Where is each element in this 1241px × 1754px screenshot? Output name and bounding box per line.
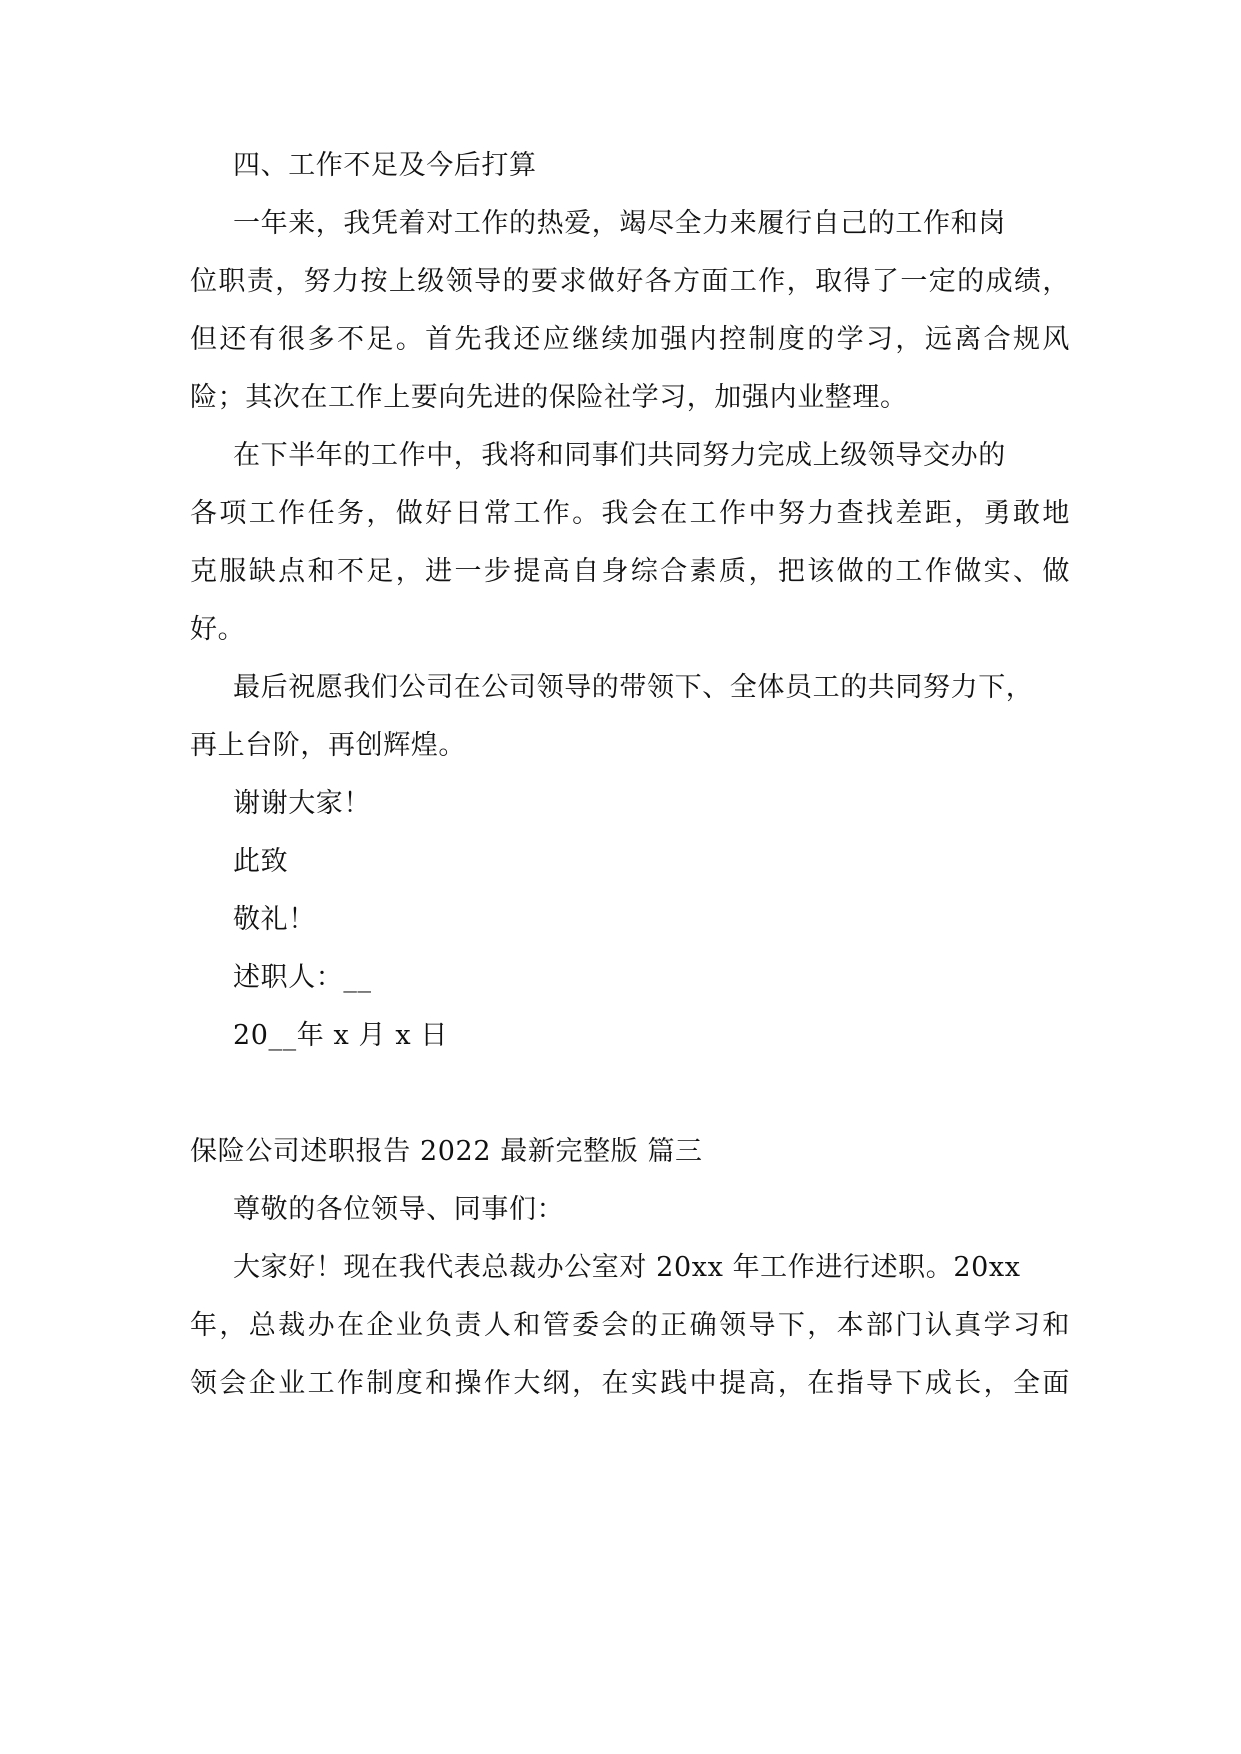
paragraph-line: 领会企业工作制度和操作大纲，在实践中提高，在指导下成长，全面 xyxy=(190,1368,1070,1399)
paragraph-line: 各项工作任务，做好日常工作。我会在工作中努力查找差距，勇敢地 xyxy=(190,498,1070,529)
paragraph-line: 克服缺点和不足，进一步提高自身综合素质，把该做的工作做实、做 xyxy=(190,556,1070,587)
reporter-line: 述职人：__ xyxy=(233,962,372,993)
closing-thanks: 谢谢大家！ xyxy=(233,788,371,819)
section-heading: 四、工作不足及今后打算 xyxy=(233,150,537,181)
paragraph-line: 好。 xyxy=(190,614,246,645)
article-title: 保险公司述职报告 2022 最新完整版 篇三 xyxy=(190,1136,703,1167)
paragraph-line: 再上台阶，再创辉煌。 xyxy=(190,730,466,761)
paragraph-line: 但还有很多不足。首先我还应继续加强内控制度的学习，远离合规风 xyxy=(190,324,1070,355)
paragraph-line: 大家好！现在我代表总裁办公室对 20xx 年工作进行述职。20xx xyxy=(233,1252,1021,1283)
paragraph-line: 年，总裁办在企业负责人和管委会的正确领导下，本部门认真学习和 xyxy=(190,1310,1070,1341)
closing-regards: 敬礼！ xyxy=(233,904,316,935)
date-line: 20__年 x 月 x 日 xyxy=(233,1020,448,1051)
paragraph-line: 在下半年的工作中，我将和同事们共同努力完成上级领导交办的 xyxy=(233,440,1006,471)
paragraph-line: 险；其次在工作上要向先进的保险社学习，加强内业整理。 xyxy=(190,382,908,413)
closing-salutation: 此致 xyxy=(233,846,289,877)
paragraph-line: 最后祝愿我们公司在公司领导的带领下、全体员工的共同努力下， xyxy=(233,672,1034,703)
paragraph-line: 位职责，努力按上级领导的要求做好各方面工作，取得了一定的成绩， xyxy=(190,266,1070,297)
paragraph-line: 一年来，我凭着对工作的热爱，竭尽全力来履行自己的工作和岗 xyxy=(233,208,1006,239)
greeting-line: 尊敬的各位领导、同事们： xyxy=(233,1194,565,1225)
